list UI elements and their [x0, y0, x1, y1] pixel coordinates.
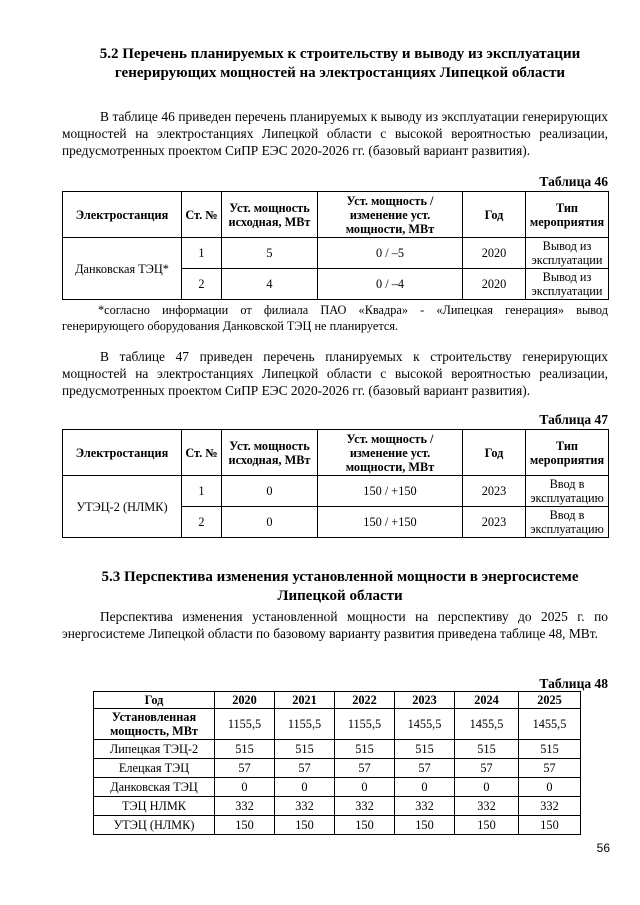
- table46-header: Тип мероприятия: [526, 192, 609, 238]
- table48-intro-paragraph: Перспектива изменения установленной мощности на перспективу до 2025 г. по энергосистеме Липецкой области по базовому варианту развития приведена таблице 48, МВт.: [62, 609, 608, 641]
- year-cell: 2020: [463, 238, 526, 269]
- table46-footnote: *согласно информации от филиала ПАО «Квадра» - «Липецкая генерация» вывод генерирующего оборудования Данковской ТЭЦ не планируется.: [62, 303, 608, 333]
- table46-header: Электростанция: [63, 192, 182, 238]
- table46-header-row: [63, 192, 609, 238]
- table48-header-row: [94, 692, 581, 709]
- capacity-change: 150 / +150: [318, 476, 463, 507]
- measure-type: Вывод из эксплуатации: [526, 238, 609, 269]
- station-cell: УТЭЦ-2 (НЛМК): [63, 476, 182, 538]
- table48-total-row: [94, 709, 581, 740]
- page-number: 56: [596, 841, 610, 855]
- plant-name: УТЭЦ (НЛМК): [94, 816, 215, 835]
- table-row: [63, 238, 609, 269]
- capacity-value: 515: [519, 740, 581, 759]
- capacity-value: 515: [335, 740, 395, 759]
- capacity-value: 0: [455, 778, 519, 797]
- capacity-value: 57: [455, 759, 519, 778]
- capacity-value: 515: [275, 740, 335, 759]
- station-cell: Данковская ТЭЦ*: [63, 238, 182, 300]
- table46-intro-paragraph: В таблице 46 приведен перечень планируемых к выводу из эксплуатации генерирующих мощностей на электростанциях Липецкой области с высокой вероятностью реализации, предусмотренных проектом СиПР ЕЭС 2020-2026 гг. (базовый вариант развития).: [62, 109, 608, 158]
- table-row: [94, 816, 581, 835]
- capacity-value: 0: [215, 778, 275, 797]
- year-header: 2024: [455, 692, 519, 709]
- table47-header: Тип мероприятия: [526, 430, 609, 476]
- table47: [62, 429, 609, 538]
- year-header: 2021: [275, 692, 335, 709]
- capacity-value: 57: [519, 759, 581, 778]
- capacity-value: 0: [519, 778, 581, 797]
- capacity-value: 57: [275, 759, 335, 778]
- table47-header: Год: [463, 430, 526, 476]
- capacity-change: 150 / +150: [318, 507, 463, 538]
- capacity-value: 0: [395, 778, 455, 797]
- table-row: [94, 740, 581, 759]
- capacity-value: 515: [395, 740, 455, 759]
- table46-header: Уст. мощность исходная, МВт: [222, 192, 318, 238]
- total-value: 1455,5: [395, 709, 455, 740]
- table47-intro-paragraph: В таблице 47 приведен перечень планируемых к строительству генерирующих мощностей на электростанциях Липецкой области с высокой вероятностью реализации, предусмотренных проектом СиПР ЕЭС 2020-2026 гг. (базовый вариант развития).: [62, 349, 608, 398]
- capacity-value: 515: [455, 740, 519, 759]
- initial-capacity: 5: [222, 238, 318, 269]
- capacity-value: 332: [215, 797, 275, 816]
- section-5-2-heading: 5.2 Перечень планируемых к строительству и выводу из эксплуатации генерирующих мощностей на электростанциях Липецкой области: [99, 46, 581, 81]
- capacity-value: 332: [519, 797, 581, 816]
- table47-header: Ст. №: [182, 430, 222, 476]
- table48: [93, 691, 581, 835]
- capacity-value: 150: [275, 816, 335, 835]
- table48-caption: Таблица 48: [539, 676, 608, 691]
- initial-capacity: 4: [222, 269, 318, 300]
- capacity-value: 332: [275, 797, 335, 816]
- capacity-value: 57: [215, 759, 275, 778]
- table46-header: Уст. мощность / изменение уст. мощности, МВт: [318, 192, 463, 238]
- plant-name: ТЭЦ НЛМК: [94, 797, 215, 816]
- capacity-value: 0: [335, 778, 395, 797]
- total-value: 1455,5: [455, 709, 519, 740]
- table-row: [94, 778, 581, 797]
- year-header: 2020: [215, 692, 275, 709]
- capacity-value: 332: [395, 797, 455, 816]
- capacity-value: 332: [455, 797, 519, 816]
- capacity-value: 57: [335, 759, 395, 778]
- total-value: 1155,5: [275, 709, 335, 740]
- total-value: 1155,5: [215, 709, 275, 740]
- year-cell: 2023: [463, 507, 526, 538]
- table-row: [94, 759, 581, 778]
- table46-caption: Таблица 46: [539, 174, 608, 189]
- capacity-value: 515: [215, 740, 275, 759]
- table47-caption: Таблица 47: [539, 412, 608, 427]
- capacity-value: 150: [455, 816, 519, 835]
- capacity-value: 150: [519, 816, 581, 835]
- total-label: Установленная мощность, МВт: [94, 709, 215, 740]
- table47-header: Уст. мощность исходная, МВт: [222, 430, 318, 476]
- capacity-change: 0 / –4: [318, 269, 463, 300]
- table47-header: Уст. мощность / изменение уст. мощности, МВт: [318, 430, 463, 476]
- plant-name: Липецкая ТЭЦ-2: [94, 740, 215, 759]
- unit-number: 1: [182, 238, 222, 269]
- year-cell: 2023: [463, 476, 526, 507]
- capacity-value: 0: [275, 778, 335, 797]
- measure-type: Ввод в эксплуатацию: [526, 476, 609, 507]
- total-value: 1455,5: [519, 709, 581, 740]
- capacity-value: 150: [215, 816, 275, 835]
- table47-header-row: [63, 430, 609, 476]
- plant-name: Данковская ТЭЦ: [94, 778, 215, 797]
- measure-type: Вывод из эксплуатации: [526, 269, 609, 300]
- table47-header: Электростанция: [63, 430, 182, 476]
- capacity-value: 332: [335, 797, 395, 816]
- capacity-value: 57: [395, 759, 455, 778]
- section-5-3-heading: 5.3 Перспектива изменения установленной мощности в энергосистеме Липецкой области: [101, 569, 579, 604]
- capacity-value: 150: [395, 816, 455, 835]
- year-header: 2023: [395, 692, 455, 709]
- year-header: 2022: [335, 692, 395, 709]
- initial-capacity: 0: [222, 476, 318, 507]
- table46: [62, 191, 609, 300]
- capacity-value: 150: [335, 816, 395, 835]
- unit-number: 2: [182, 269, 222, 300]
- measure-type: Ввод в эксплуатацию: [526, 507, 609, 538]
- table46-header: Год: [463, 192, 526, 238]
- year-label: Год: [94, 692, 215, 709]
- initial-capacity: 0: [222, 507, 318, 538]
- unit-number: 1: [182, 476, 222, 507]
- table46-header: Ст. №: [182, 192, 222, 238]
- table-row: [63, 476, 609, 507]
- total-value: 1155,5: [335, 709, 395, 740]
- year-header: 2025: [519, 692, 581, 709]
- capacity-change: 0 / –5: [318, 238, 463, 269]
- year-cell: 2020: [463, 269, 526, 300]
- table-row: [94, 797, 581, 816]
- unit-number: 2: [182, 507, 222, 538]
- plant-name: Елецкая ТЭЦ: [94, 759, 215, 778]
